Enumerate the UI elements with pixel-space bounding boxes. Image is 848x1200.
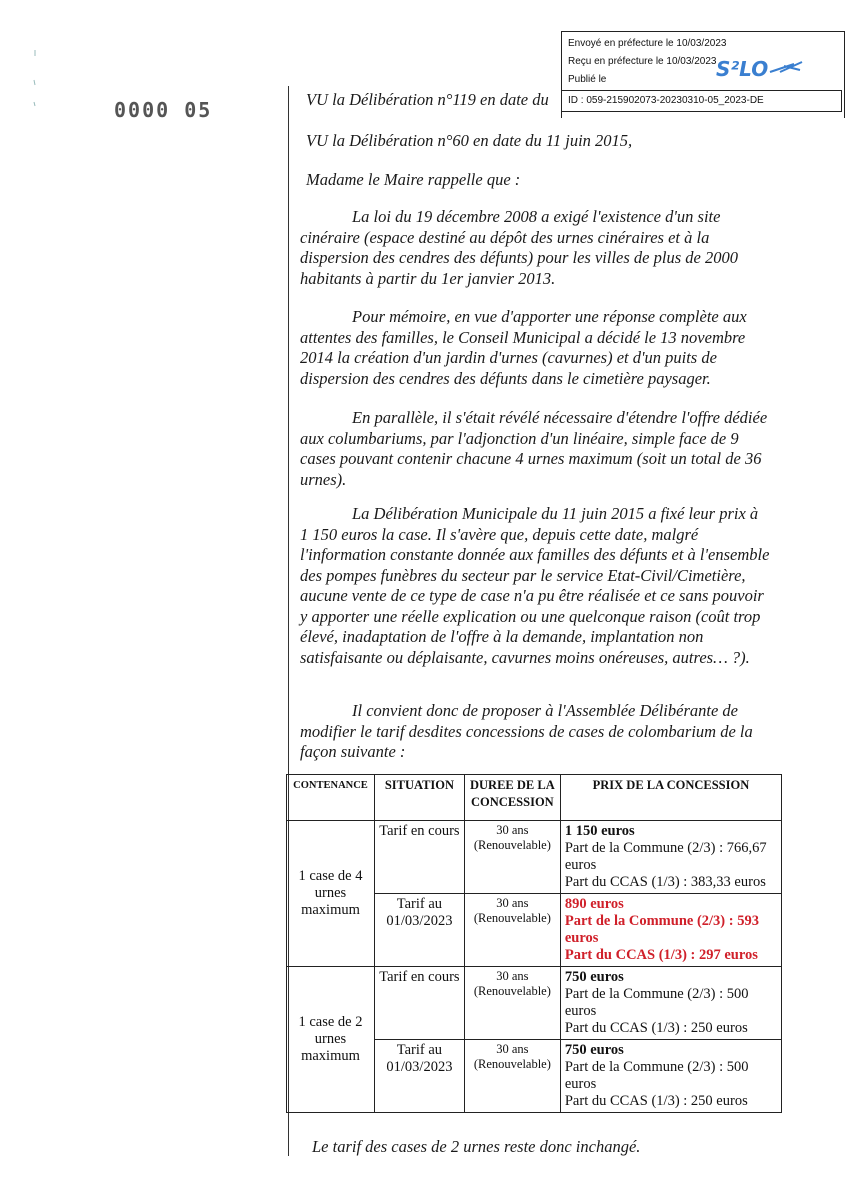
situation-cell: Tarif au 01/03/2023 [374, 894, 464, 967]
part-ccas: Part du CCAS (1/3) : 250 euros [564, 1020, 748, 1036]
table-header-row [287, 775, 782, 821]
s2lo-logo [714, 54, 806, 84]
prix-total: 890 euros [564, 896, 624, 912]
vu-line-1: VU la Délibération n°119 en date du [306, 90, 549, 109]
stamp-received: Reçu en préfecture le 10/03/2023 [568, 56, 717, 67]
duree-cell: 30 ans (Renouvelable) [464, 821, 560, 894]
prefecture-stamp [561, 31, 845, 118]
header-situation: SITUATION [374, 775, 464, 821]
tariff-table [286, 774, 782, 1113]
contenance-cell: 1 case de 2 urnes maximum [287, 967, 375, 1113]
header-duree: DUREE DE LA CONCESSION [464, 775, 560, 821]
prix-cell [560, 1040, 781, 1113]
page-number: 0000 05 [114, 98, 213, 122]
stamp-id: ID : 059-215902073-20230310-05_2023-DE [568, 95, 764, 106]
part-commune: Part de la Commune (2/3) : 500 euros [564, 1059, 749, 1092]
table-row [287, 967, 782, 1040]
part-commune: Part de la Commune (2/3) : 593 euros [564, 913, 759, 946]
part-ccas: Part du CCAS (1/3) : 297 euros [564, 947, 758, 963]
prix-total: 750 euros [564, 969, 624, 985]
header-prix: PRIX DE LA CONCESSION [560, 775, 781, 821]
intro-line: Madame le Maire rappelle que : [306, 170, 521, 189]
stamp-id-box [562, 90, 842, 112]
situation-cell: Tarif en cours [374, 821, 464, 894]
duree-cell: 30 ans (Renouvelable) [464, 967, 560, 1040]
part-commune: Part de la Commune (2/3) : 500 euros [564, 986, 749, 1019]
part-commune: Part de la Commune (2/3) : 766,67 euros [564, 840, 767, 873]
prix-cell [560, 894, 781, 967]
prix-cell [560, 967, 781, 1040]
prix-cell [560, 821, 781, 894]
duree-cell: 30 ans (Renouvelable) [464, 1040, 560, 1113]
paragraph-1: La loi du 19 décembre 2008 a exigé l'existence d'un site cinéraire (espace destiné au dépôt des urnes cinéraires et à la dispersion des cendres des défunts) pour les villes de plus de 2000 habitants à partir du 1er janvier 2013. [300, 207, 738, 288]
duree-cell: 30 ans (Renouvelable) [464, 894, 560, 967]
paragraph-3: En parallèle, il s'était révélé nécessaire d'étendre l'offre dédiée aux columbariums, par l'adjonction d'un linéaire, simple face de 9 cases pouvant contenir chacune 4 urnes maximum (soit un total de 36 urnes). [300, 408, 768, 489]
part-ccas: Part du CCAS (1/3) : 383,33 euros [564, 874, 766, 890]
prix-total: 750 euros [564, 1042, 624, 1058]
situation-cell: Tarif en cours [374, 967, 464, 1040]
header-contenance: CONTENANCE [287, 775, 375, 821]
contenance-cell: 1 case de 4 urnes maximum [287, 821, 375, 967]
conclusion: Le tarif des cases de 2 urnes reste donc inchangé. [312, 1137, 641, 1156]
paragraph-5: Il convient donc de proposer à l'Assemblée Délibérante de modifier le tarif desdites concessions de cases de colombarium de la façon suivante : [300, 701, 753, 761]
paragraph-2: Pour mémoire, en vue d'apporter une réponse complète aux attentes des familles, le Conseil Municipal a décidé le 13 novembre 2014 la création d'un jardin d'urnes (cavurnes) et d'un puits de dispersion des cendres des défunts dans le cimetière paysager. [300, 307, 747, 388]
situation-cell: Tarif au 01/03/2023 [374, 1040, 464, 1113]
stamp-published: Publié le [568, 74, 607, 85]
table-row [287, 821, 782, 894]
part-ccas: Part du CCAS (1/3) : 250 euros [564, 1093, 748, 1109]
stamp-sent: Envoyé en préfecture le 10/03/2023 [568, 38, 727, 49]
paragraph-4: La Délibération Municipale du 11 juin 2015 a fixé leur prix à 1 150 euros la case. Il s'avère que, depuis cette date, malgré l'information constante donnée aux familles des défunts et à l'ensemble des pompes funèbres du secteur par le service Etat-Civil/Cimetière, aucune vente de ce type de case n'a pu être réalisée et ce sans pouvoir y apporter une réelle explication ou une quelconque raison (coût trop élevé, inadaptation de l'offre à la demande, implantation non satisfaisante ou déplaisante, cavurnes moins onéreuses, autres… ?). [300, 504, 770, 667]
scan-marks [30, 50, 40, 120]
vu-line-2: VU la Délibération n°60 en date du 11 juin 2015, [306, 131, 633, 150]
prix-total: 1 150 euros [564, 823, 635, 839]
s2lo-logo-text: S²LO [716, 57, 769, 81]
